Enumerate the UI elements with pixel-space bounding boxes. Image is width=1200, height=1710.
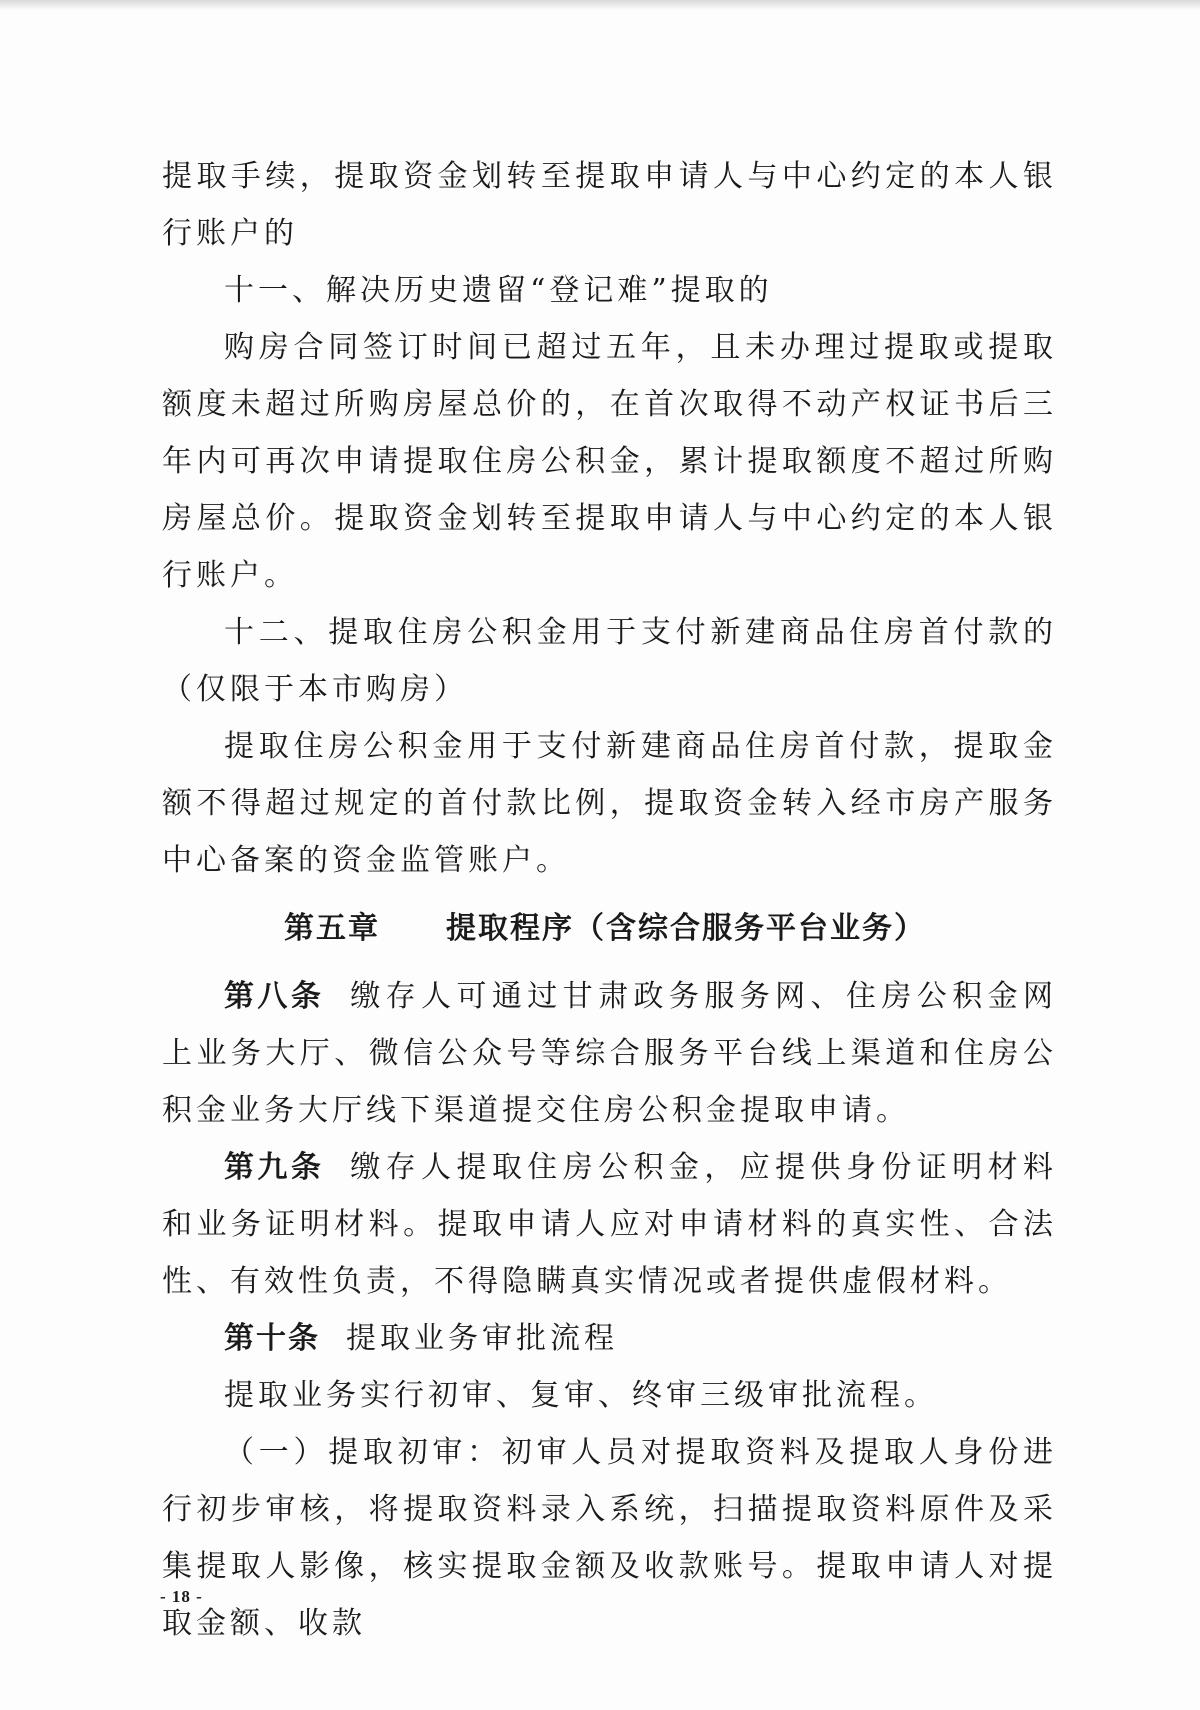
- article-label: 第八条: [224, 979, 325, 1014]
- article-label: 第九条: [224, 1150, 325, 1185]
- article-paragraph: [162, 1139, 1057, 1310]
- section-heading: 十二、提取住房公积金用于支付新建商品住房首付款的（仅限于本市购房）: [162, 615, 1057, 707]
- paragraph: 提取住房公积金用于支付新建商品住房首付款，提取金额不得超过规定的首付款比例，提取资金转入经市房产服务中心备案的资金监管账户。: [162, 729, 1057, 878]
- chapter-number: 第五章: [284, 911, 380, 946]
- scan-edge-shadow: [0, 0, 1200, 10]
- article-text: 缴存人提取住房公积金，应提供身份证明材料和业务证明材料。提取申请人应对申请材料的真实性、合法性、有效性负责，不得隐瞒真实情况或者提供虚假材料。: [162, 1150, 1058, 1299]
- article-paragraph: [162, 968, 1057, 1139]
- article-text: 提取业务审批流程: [346, 1321, 618, 1356]
- article-paragraph: [162, 1310, 1057, 1367]
- paragraph: 提取业务实行初审、复审、终审三级审批流程。: [224, 1378, 938, 1413]
- chapter-title: 提取程序（含综合服务平台业务）: [446, 911, 926, 946]
- document-body: [162, 148, 1057, 1652]
- paragraph: 提取手续，提取资金划转至提取申请人与中心约定的本人银行账户的: [162, 159, 1057, 251]
- chapter-heading: [162, 900, 1057, 957]
- section-heading: 十一、解决历史遗留“登记难”提取的: [224, 273, 773, 308]
- article-text: 缴存人可通过甘肃政务服务网、住房公积金网上业务大厅、微信公众号等综合服务平台线上渠道和住房公积金业务大厅线下渠道提交住房公积金提取申请。: [162, 979, 1058, 1128]
- paragraph: （一）提取初审：初审人员对提取资料及提取人身份进行初步审核，将提取资料录入系统，扫描提取资料原件及采集提取人影像，核实提取金额及收款账号。提取申请人对提取金额、收款: [162, 1435, 1057, 1641]
- page-number: - 18 -: [160, 1587, 203, 1606]
- article-label: 第十条: [224, 1321, 320, 1356]
- paragraph: 购房合同签订时间已超过五年，且未办理过提取或提取额度未超过所购房屋总价的，在首次取得不动产权证书后三年内可再次申请提取住房公积金，累计提取额度不超过所购房屋总价。提取资金划转至提取申请人与中心约定的本人银行账户。: [162, 330, 1057, 593]
